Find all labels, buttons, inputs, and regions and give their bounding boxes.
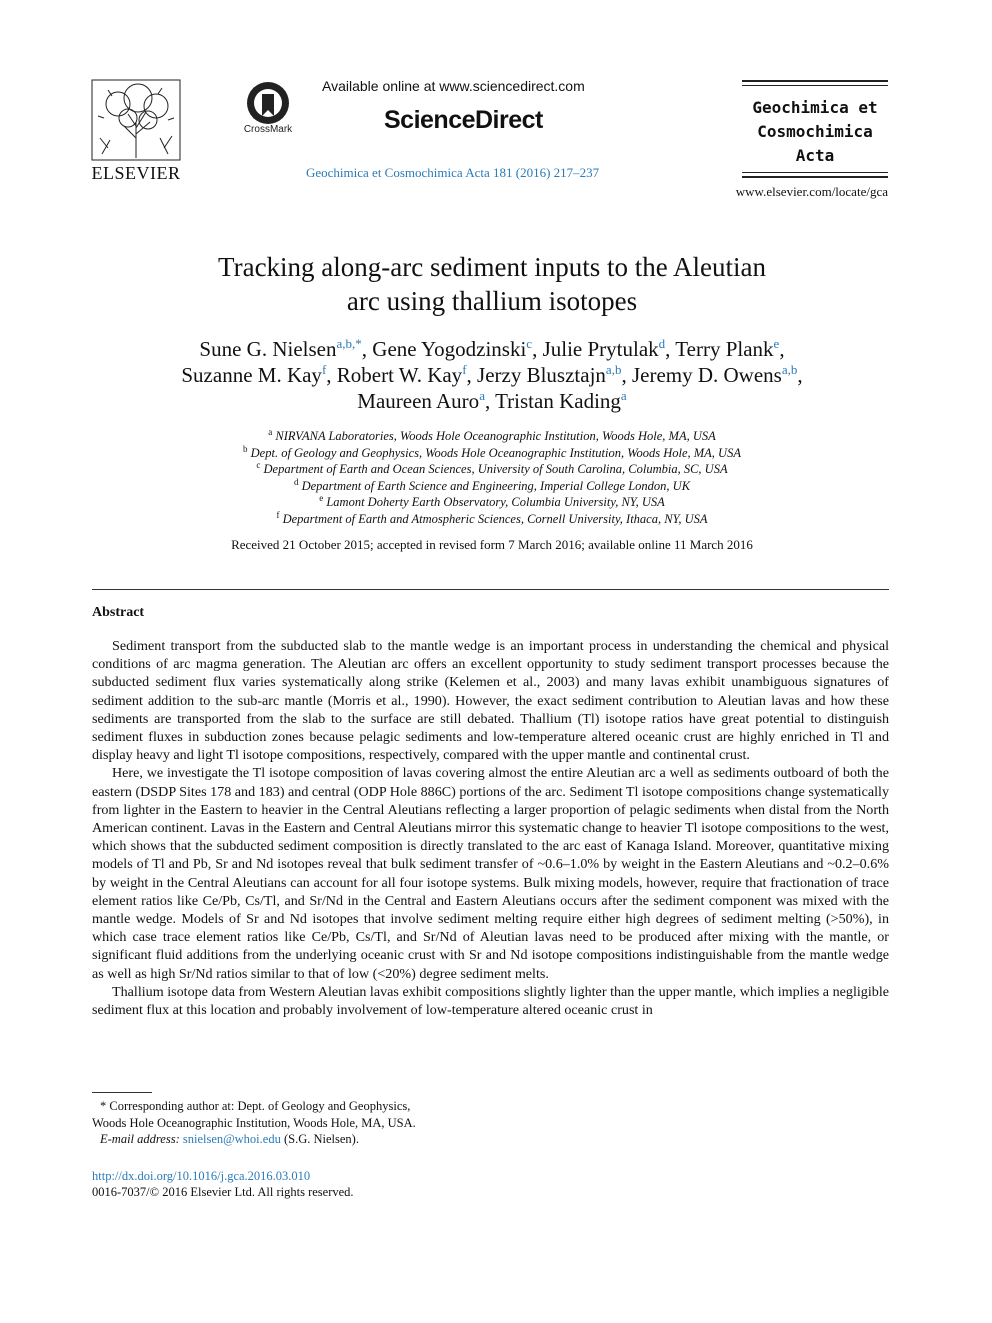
section-divider <box>92 589 889 590</box>
author-affil-link[interactable]: a <box>620 388 627 403</box>
author-name: Jeremy D. Owens <box>631 363 782 387</box>
abstract-paragraph: Thallium isotope data from Western Aleutian lavas exhibit compositions slightly lighter than the upper mantle, which implies a negligible sediment flux at this location and probably involvement of low-temperature altered oceanic crust in <box>92 983 889 1019</box>
author-affil-link[interactable]: a,b <box>781 362 798 377</box>
footnote-divider <box>92 1092 152 1093</box>
author-separator: , <box>466 363 478 387</box>
affiliation <box>92 478 892 495</box>
author-separator: , <box>621 363 632 387</box>
affiliation-key: f <box>276 509 280 520</box>
doi-block <box>92 1168 354 1200</box>
affiliation-list <box>92 428 892 527</box>
affiliation <box>92 461 892 478</box>
affiliation-key: b <box>243 443 248 454</box>
journal-url[interactable]: www.elsevier.com/locate/gca <box>735 184 888 199</box>
publisher-name: ELSEVIER <box>91 163 181 183</box>
author-name: Julie Prytulak <box>542 337 659 361</box>
author-separator: , <box>665 337 676 361</box>
author-affil-link[interactable]: a,b <box>605 362 622 377</box>
author-affil-link[interactable]: a,b,* <box>336 336 362 351</box>
author-affil-link[interactable]: e <box>773 336 780 351</box>
available-online-text: Available online at www.sciencedirect.com <box>322 78 585 94</box>
affiliation-key: d <box>293 476 299 487</box>
journal-name <box>742 96 888 168</box>
affiliation-key: a <box>268 427 273 437</box>
author-affil-link[interactable]: c <box>526 336 533 351</box>
affiliation-text: Department of Earth Science and Engineering, Imperial College London, UK <box>301 478 691 493</box>
journal-box-rule <box>742 85 888 86</box>
copyright-text: 0016-7037/© 2016 Elsevier Ltd. All rights reserved. <box>92 1185 354 1199</box>
abstract-paragraph: Sediment transport from the subducted slab to the mantle wedge is an important process in understanding the chemical and physical conditions of arc magma generation. The Aleutian arc offers an excellent opportunity to study sediment transport processes because the subducted sediment flux varies systematically along strike (Kelemen et al., 2003) and many lavas exhibit unambiguous signatures of sediment addition to the sub-arc mantle (Morris et al., 1990). However, the exact sediment contribution to Aleutian lavas and how these sediments are transported from the slab to the surface are still debated. Thallium (Tl) isotope ratios have great potential to distinguish sediment fluxes in subduction zones because pelagic sediments and low-temperature altered oceanic crust are highly enriched in Tl and display heavy and light Tl isotope compositions, respectively, compared with the upper mantle and continental crust. <box>92 638 889 764</box>
footnote-marker: * <box>100 1099 107 1113</box>
article-title <box>92 250 892 318</box>
author-separator: , <box>361 337 373 361</box>
affiliation-key: e <box>319 493 324 503</box>
author-name: Gene Yogodzinski <box>372 337 527 361</box>
affiliation <box>92 511 892 528</box>
title-line: arc using thallium isotopes <box>346 286 638 316</box>
affiliation-text: NIRVANA Laboratories, Woods Hole Oceanographic Institution, Woods Hole, MA, USA <box>275 429 716 443</box>
author-affil-link[interactable]: a <box>479 388 485 403</box>
email-owner: (S.G. Nielsen). <box>283 1132 359 1146</box>
author-name: Sune G. Nielsen <box>199 337 337 361</box>
affiliation <box>92 494 892 511</box>
author-separator: , <box>532 337 543 361</box>
affiliation <box>92 428 892 445</box>
author-separator: , <box>779 337 785 361</box>
author-name: Maureen Auro <box>357 389 480 413</box>
author-line <box>92 336 892 362</box>
title-line: Tracking along-arc sediment inputs to the Aleutian <box>218 252 766 282</box>
email-label: E-mail address: <box>100 1132 180 1146</box>
author-line <box>92 362 892 388</box>
footnote-text: Corresponding author at: Dept. of Geology and Geophysics, <box>109 1099 411 1113</box>
doi-link[interactable]: http://dx.doi.org/10.1016/j.gca.2016.03.010 <box>92 1169 311 1183</box>
journal-box-rule <box>742 80 888 82</box>
received-dates: Received 21 October 2015; accepted in revised form 7 March 2016; available online 11 March 2016 <box>231 537 753 552</box>
footnote-line <box>92 1131 492 1148</box>
author-name: Suzanne M. Kay <box>181 363 322 387</box>
crossmark-label: CrossMark <box>243 124 293 135</box>
author-affil-link[interactable]: d <box>658 336 666 351</box>
journal-name-line: Geochimica et <box>752 98 878 117</box>
affiliation-key: c <box>256 460 261 470</box>
author-name: Jerzy Blusztajn <box>477 363 606 387</box>
author-name: Robert W. Kay <box>336 363 463 387</box>
affiliation-text: Lamont Doherty Earth Observatory, Columbia University, NY, USA <box>326 495 665 509</box>
affiliation-text: Department of Earth and Atmospheric Sciences, Cornell University, Ithaca, NY, USA <box>282 511 708 526</box>
author-list <box>92 336 892 414</box>
affiliation-text: Department of Earth and Ocean Sciences, University of South Carolina, Columbia, SC, USA <box>263 462 728 476</box>
email-link[interactable]: snielsen@whoi.edu <box>182 1132 281 1146</box>
journal-name-line: Cosmochimica <box>757 122 873 141</box>
affiliation <box>92 445 892 462</box>
journal-box-rule <box>742 176 888 178</box>
journal-citation-link[interactable]: Geochimica et Cosmochimica Acta 181 (2016) 217–237 <box>306 165 600 180</box>
journal-box-rule <box>742 172 888 173</box>
author-name: Tristan Kading <box>495 389 621 413</box>
author-separator: , <box>797 363 803 387</box>
author-line <box>92 388 892 414</box>
journal-name-line: Acta <box>795 146 835 165</box>
abstract-paragraph: Here, we investigate the Tl isotope composition of lavas covering almost the entire Aleutian arc a well as sediments outboard of both the eastern (DSDP Sites 178 and 183) and central (ODP Hole 886C) portions of the arc. Sediment Tl isotope compositions change systematically from lighter in the Eastern to heavier in the Central Aleutians reflecting a larger proportion of pelagic sediments when distal from the North American continent. Lavas in the Eastern and Central Aleutians mirror this systematic change to heavier Tl isotope compositions to the west, which shows that the subducted sediment composition is directly translated to the arc east of Kanaga Island. Moreover, quantitative mixing models of Tl and Pb, Sr and Nd isotopes reveal that bulk sediment transfer of ~0.6–1.0% by weight in the Eastern Aleutians and ~0.2–0.6% by weight in the Central Aleutians can account for all four isotope systems. Bulk mixing models, however, require that fractionation of trace element ratios like Ce/Pb, Cs/Tl, and Sr/Nd in the Central and Eastern Aleutians occurs after the sediment component was mixed with the mantle wedge. Models of Sr and Nd isotopes that involve sediment melting require either high degrees of sediment melting (>50%), in which case trace element ratios like Ce/Pb, Cs/Tl, and Sr/Nd of Aleutian lavas need to be produced after mixing with the mantle, or significant fluid additions from the underlying oceanic crust with Sr and Nd isotope compositions indistinguishable from the mantle wedge as well as high Sr/Nd ratios similar to that of low (<20%) degree sediment melts. <box>92 765 889 982</box>
abstract-heading: Abstract <box>92 605 145 620</box>
footnote-text: Woods Hole Oceanographic Institution, Woods Hole, MA, USA. <box>92 1115 416 1130</box>
author-separator: , <box>484 389 496 413</box>
author-name: Terry Plank <box>675 337 774 361</box>
abstract-body <box>92 637 889 1019</box>
author-affil-link[interactable]: f <box>321 362 327 377</box>
affiliation-text: Dept. of Geology and Geophysics, Woods Hole Oceanographic Institution, Woods Hole, MA, USA <box>250 445 741 460</box>
author-affil-link[interactable]: f <box>462 362 467 377</box>
sciencedirect-logo[interactable]: ScienceDirect <box>384 106 543 134</box>
author-separator: , <box>326 363 337 387</box>
footnote-line <box>92 1098 492 1115</box>
corresponding-author-note <box>92 1098 492 1148</box>
